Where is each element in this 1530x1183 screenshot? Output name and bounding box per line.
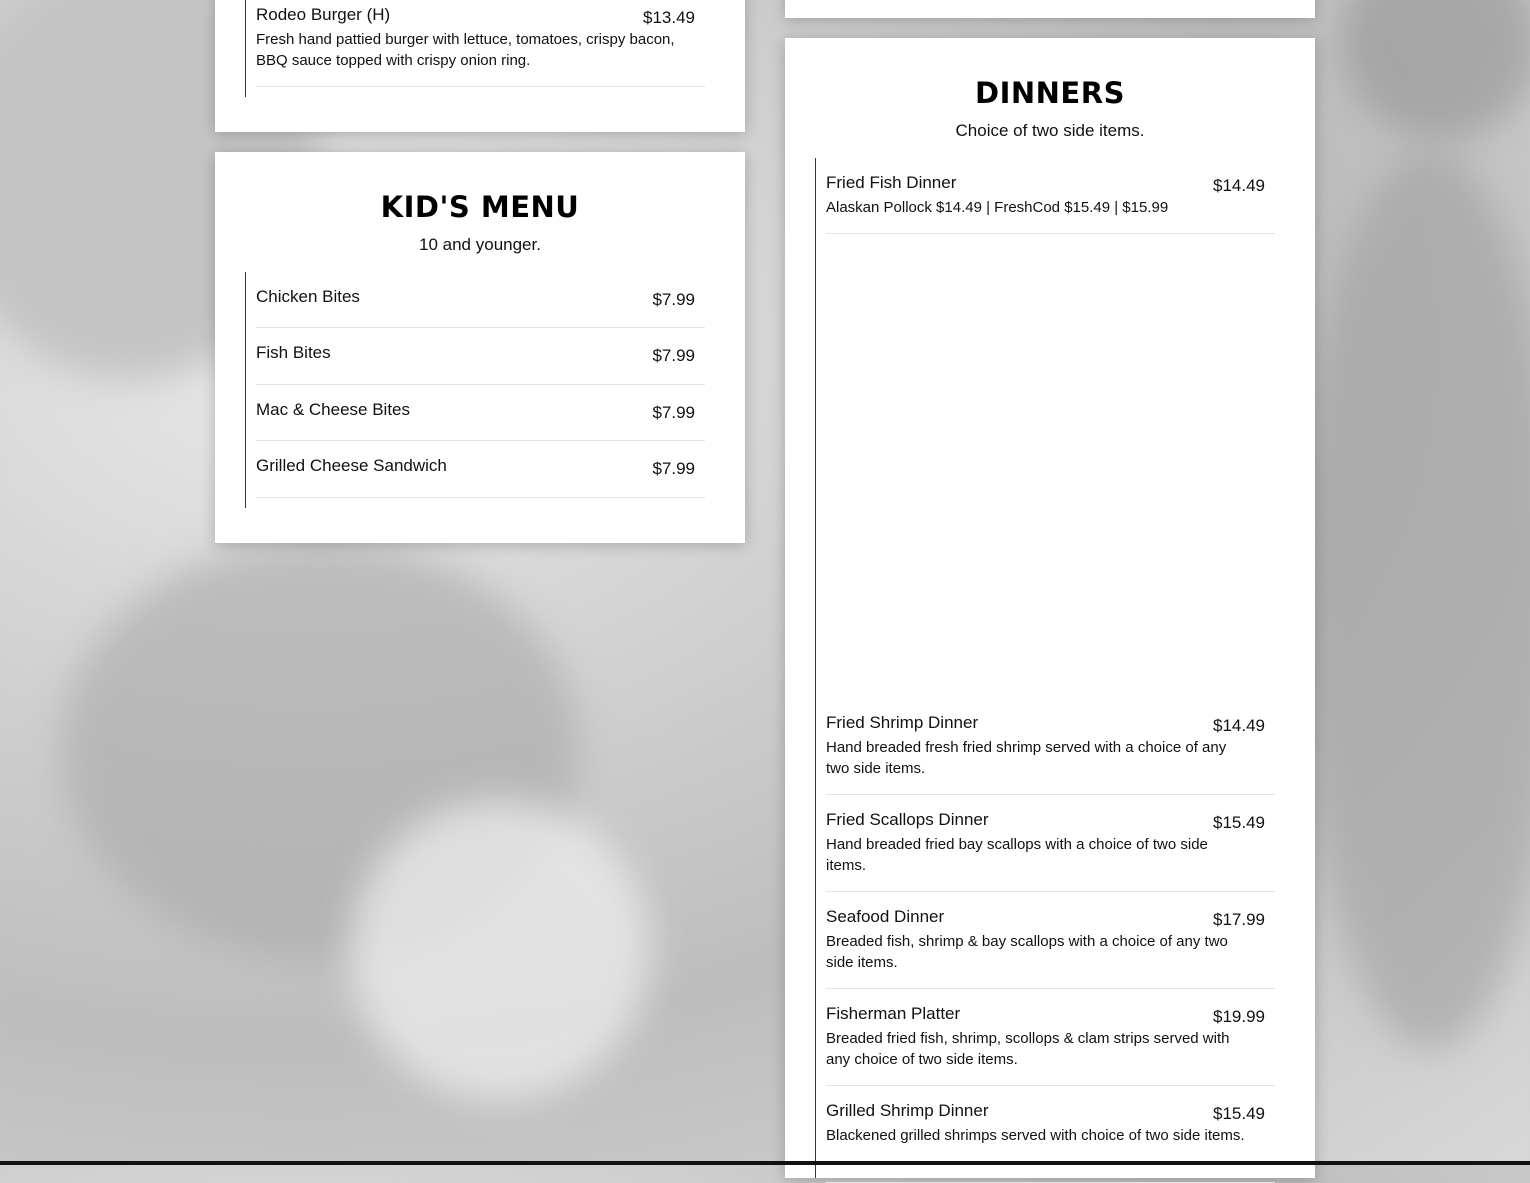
item-name: Fisherman Platter: [826, 1004, 961, 1023]
item-price: $7.99: [652, 290, 695, 309]
item-name: Rodeo Burger (H): [256, 5, 391, 24]
item-price: $17.99: [1213, 910, 1265, 929]
item-description: Hand breaded fried bay scallops with a choice of two side items.: [826, 836, 1208, 874]
item-price: $7.99: [652, 346, 695, 365]
item-description: Breaded fried fish, shrimp, scollops & clam strips served with any choice of two side items.: [826, 1030, 1230, 1068]
menu-item-image-placeholder: [826, 234, 1275, 698]
item-price: $14.49: [1213, 176, 1265, 195]
menu-item[interactable]: [826, 795, 1275, 892]
item-name: Fish Bites: [256, 343, 331, 362]
item-name: Fried Shrimp Dinner: [826, 713, 979, 732]
item-description: Fresh hand pattied burger with lettuce, tomatoes, crispy bacon, BBQ sauce topped with crispy onion ring.: [256, 31, 675, 69]
item-name: Mac & Cheese Bites: [256, 400, 411, 419]
item-description: Blackened grilled shrimps served with choice of two side items.: [826, 1127, 1245, 1144]
section-subtitle: 10 and younger.: [419, 235, 541, 254]
bottom-bar: [0, 1161, 1530, 1165]
dinners-item-list: [815, 158, 1275, 1178]
menu-item[interactable]: [826, 892, 1275, 989]
menu-item[interactable]: [826, 1086, 1275, 1183]
section-subtitle: Choice of two side items.: [955, 121, 1145, 140]
menu-item[interactable]: [256, 328, 705, 385]
item-description: Alaskan Pollock $14.49 | FreshCod $15.49 | $15.99: [826, 199, 1169, 216]
kids-item-list: [245, 272, 705, 508]
burgers-item-list: [245, 0, 705, 97]
kids-menu-card: [215, 152, 745, 543]
section-title: KID'S MENU: [380, 190, 580, 224]
menu-item[interactable]: [826, 989, 1275, 1086]
burgers-card: [215, 0, 745, 132]
menu-item[interactable]: [256, 0, 705, 87]
dinners-card: [785, 38, 1315, 1178]
item-price: $15.49: [1213, 1104, 1265, 1123]
menu-item[interactable]: [256, 272, 705, 328]
item-price: $13.49: [643, 8, 695, 27]
previous-section-card: [785, 0, 1315, 18]
menu-item[interactable]: [256, 441, 705, 498]
item-price: $7.99: [652, 459, 695, 478]
item-name: Fried Fish Dinner: [826, 173, 957, 192]
menu-item[interactable]: [826, 158, 1275, 234]
item-price: $15.49: [1213, 813, 1265, 832]
menu-item[interactable]: [256, 385, 705, 441]
menu-item[interactable]: [826, 698, 1275, 795]
section-title: DINNERS: [975, 76, 1125, 110]
item-name: Grilled Shrimp Dinner: [826, 1101, 989, 1120]
item-name: Seafood Dinner: [826, 907, 945, 926]
item-name: Grilled Cheese Sandwich: [256, 456, 447, 475]
item-name: Chicken Bites: [256, 287, 360, 306]
item-description: Hand breaded fresh fried shrimp served with a choice of any two side items.: [826, 739, 1227, 777]
item-price: $19.99: [1213, 1007, 1265, 1026]
item-name: Fried Scallops Dinner: [826, 810, 989, 829]
item-price: $7.99: [652, 403, 695, 422]
item-description: Breaded fish, shrimp & bay scallops with a choice of any two side items.: [826, 933, 1228, 971]
item-price: $14.49: [1213, 716, 1265, 735]
